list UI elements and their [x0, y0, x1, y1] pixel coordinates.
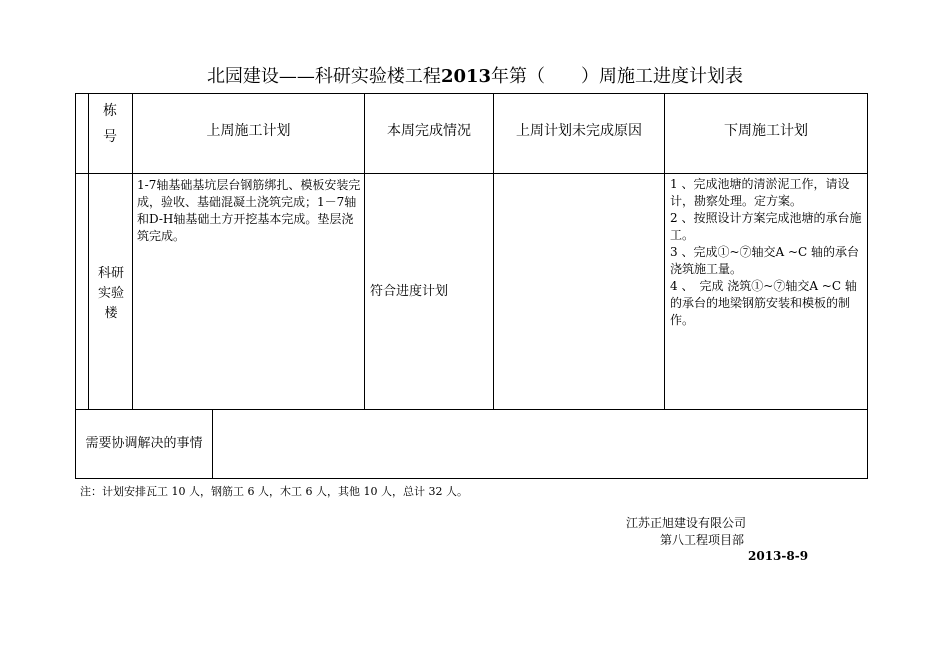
page-title — [0, 62, 950, 88]
next-week-plan-item: 3 、完成①~⑦轴交A ~C 轴的承台浇筑施工量。 — [670, 245, 860, 276]
signature-date: 2013-8-9 — [748, 549, 809, 563]
company-name: 江苏正旭建设有限公司 — [626, 516, 747, 530]
header-next-week-plan: 下周施工计划 — [724, 123, 808, 139]
this-week-status-text: 符合进度计划 — [370, 284, 449, 299]
table-border-left — [75, 93, 76, 479]
table-col-2 — [364, 93, 365, 410]
building-name: 科研实验楼 — [98, 266, 125, 321]
header-building-no: 栋号 — [103, 103, 117, 145]
table-border-top — [75, 93, 868, 94]
coordination-label: 需要协调解决的事情 — [85, 436, 203, 451]
staffing-note: 注：计划安排瓦工 10 人，钢筋工 6 人，木工 6 人，其他 10 人，总计 32 人。 — [80, 485, 468, 498]
next-week-plan-item: 4 、 完成 浇筑①~⑦轴交A ~C 轴的承台的地梁钢筋安装和模板的制作。 — [670, 279, 857, 327]
next-week-plan-item: 2 、按照设计方案完成池塘的承台施工。 — [670, 211, 862, 242]
header-last-week-plan: 上周施工计划 — [206, 123, 291, 139]
table-header-divider — [75, 173, 868, 174]
next-week-plan-item: 1 、完成池塘的清淤泥工作，请设计，勘察处理。定方案。 — [670, 177, 850, 208]
title-suffix: 年第（ ）周施工进度计划表 — [491, 66, 744, 87]
table-border-bottom — [75, 478, 868, 479]
title-year: 2013 — [440, 66, 492, 87]
department-name: 第八工程项目部 — [660, 533, 745, 547]
table-col-3 — [493, 93, 494, 410]
table-col-4 — [664, 93, 665, 410]
table-coordination-divider — [212, 409, 213, 479]
header-this-week-status: 本周完成情况 — [387, 123, 471, 139]
table-col-1 — [132, 93, 133, 410]
header-unfinished-reason: 上周计划未完成原因 — [516, 123, 642, 139]
table-col-inner-left — [88, 93, 89, 410]
title-prefix: 北园建设——科研实验楼工程 — [206, 66, 441, 87]
table-border-right — [867, 93, 868, 479]
table-row-divider — [75, 409, 868, 410]
next-week-plan-list — [670, 176, 864, 329]
last-week-plan-text: 1-7轴基础基坑层台钢筋绑扎、模板安装完成，验收、基础混凝土浇筑完成；1－7轴和D-H轴基础土方开挖基本完成。垫层浇筑完成。 — [137, 178, 361, 243]
